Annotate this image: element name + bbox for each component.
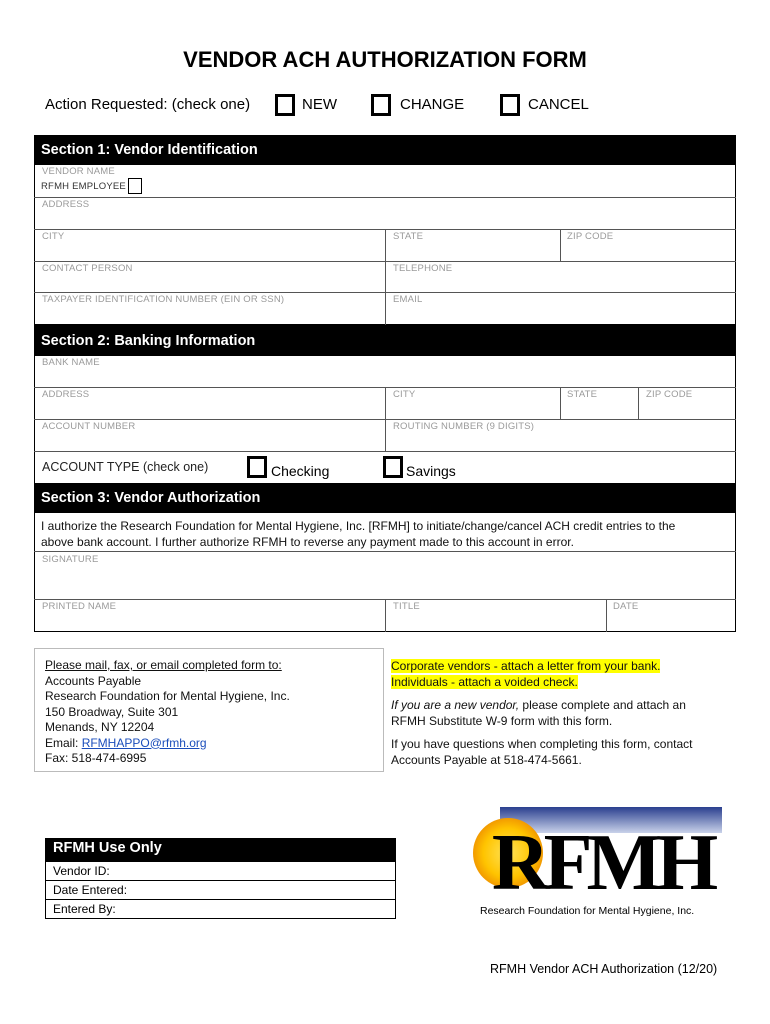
contact-person-field[interactable]: CONTACT PERSON — [42, 263, 133, 274]
mail-email-link[interactable]: RFMHAPPO@rfmh.org — [81, 735, 207, 750]
checking-label: Checking — [271, 463, 330, 479]
authorization-line-2: above bank account. I further authorize RFMH to reverse any payment made to this account in error. — [41, 535, 574, 549]
mail-fax: Fax: 518-474-6995 — [45, 751, 147, 765]
vendor-id-field[interactable]: Vendor ID: — [46, 861, 395, 880]
cancel-option-label: CANCEL — [528, 96, 589, 113]
vendor-address-field[interactable]: ADDRESS — [42, 199, 90, 210]
new-vendor-italic: If you are a new vendor, — [391, 698, 520, 712]
footer-text: RFMH Vendor ACH Authorization (12/20) — [490, 962, 718, 976]
savings-checkbox[interactable] — [383, 456, 403, 478]
printed-name-field[interactable]: PRINTED NAME — [42, 601, 117, 612]
change-option-label: CHANGE — [400, 96, 465, 113]
email-field[interactable]: EMAIL — [393, 294, 423, 305]
cancel-checkbox[interactable] — [500, 94, 520, 116]
mail-instructions — [45, 658, 290, 767]
new-vendor-rest-1: please complete and attach an — [519, 698, 686, 712]
rfmh-logo — [470, 805, 726, 920]
rfmh-logo-text: RFMH — [491, 819, 713, 907]
mail-line-1: Accounts Payable — [45, 673, 142, 688]
telephone-field[interactable]: TELEPHONE — [393, 263, 453, 274]
account-type-label: ACCOUNT TYPE (check one) — [42, 460, 209, 474]
routing-number-field[interactable]: ROUTING NUMBER (9 DIGITS) — [393, 421, 535, 432]
signature-field[interactable]: SIGNATURE — [42, 554, 99, 565]
questions-line-1: If you have questions when completing this form, contact — [391, 737, 693, 751]
rfmh-employee-checkbox[interactable] — [128, 178, 142, 194]
section2-heading: Section 2: Banking Information — [34, 325, 736, 355]
action-requested-label: Action Requested: (check one) — [45, 96, 251, 113]
new-option-label: NEW — [302, 96, 337, 113]
date-entered-field[interactable]: Date Entered: — [46, 880, 395, 899]
taxpayer-id-field[interactable]: TAXPAYER IDENTIFICATION NUMBER (EIN OR SSN) — [42, 294, 285, 305]
vendor-state-field[interactable]: STATE — [393, 231, 424, 242]
bank-zip-field[interactable]: ZIP CODE — [646, 389, 693, 400]
date-field[interactable]: DATE — [613, 601, 639, 612]
questions-line-2: Accounts Payable at 518-474-5661. — [391, 753, 582, 767]
mail-line-3: 150 Broadway, Suite 301 — [45, 704, 179, 719]
authorization-line-1: I authorize the Research Foundation for Mental Hygiene, Inc. [RFMH] to initiate/change/cancel ACH credit entries to the — [41, 519, 676, 533]
account-number-field[interactable]: ACCOUNT NUMBER — [42, 421, 136, 432]
rfmh-use-only-heading: RFMH Use Only — [46, 839, 395, 861]
savings-label: Savings — [406, 463, 456, 479]
form-title: VENDOR ACH AUTHORIZATION FORM — [183, 47, 587, 72]
checking-checkbox[interactable] — [247, 456, 267, 478]
vendor-name-field[interactable]: VENDOR NAME — [42, 166, 115, 177]
mail-line-2: Research Foundation for Mental Hygiene, Inc. — [45, 689, 290, 703]
attachment-notes — [391, 658, 693, 768]
mail-email-label: Email: — [45, 735, 82, 750]
new-checkbox[interactable] — [275, 94, 295, 116]
change-checkbox[interactable] — [371, 94, 391, 116]
bank-state-field[interactable]: STATE — [567, 389, 598, 400]
new-vendor-rest-2: RFMH Substitute W-9 form with this form. — [391, 714, 613, 728]
section3-heading: Section 3: Vendor Authorization — [34, 484, 736, 512]
rfmh-use-only-box — [45, 838, 396, 919]
corporate-note: Corporate vendors - attach a letter from your bank. — [391, 659, 661, 673]
entered-by-field[interactable]: Entered By: — [46, 899, 395, 918]
title-field[interactable]: TITLE — [393, 601, 420, 612]
vendor-city-field[interactable]: CITY — [42, 231, 65, 242]
vendor-zip-field[interactable]: ZIP CODE — [567, 231, 614, 242]
bank-name-field[interactable]: BANK NAME — [42, 357, 100, 368]
section1-heading: Section 1: Vendor Identification — [34, 135, 736, 164]
mail-line-4: Menands, NY 12204 — [45, 720, 155, 734]
mail-heading: Please mail, fax, or email completed form to: — [45, 658, 282, 672]
individuals-note: Individuals - attach a voided check. — [391, 675, 578, 689]
rfmh-logo-caption: Research Foundation for Mental Hygiene, Inc. — [480, 905, 695, 917]
rfmh-employee-label: RFMH EMPLOYEE — [41, 181, 126, 192]
bank-address-field[interactable]: ADDRESS — [42, 389, 90, 400]
bank-city-field[interactable]: CITY — [393, 389, 416, 400]
